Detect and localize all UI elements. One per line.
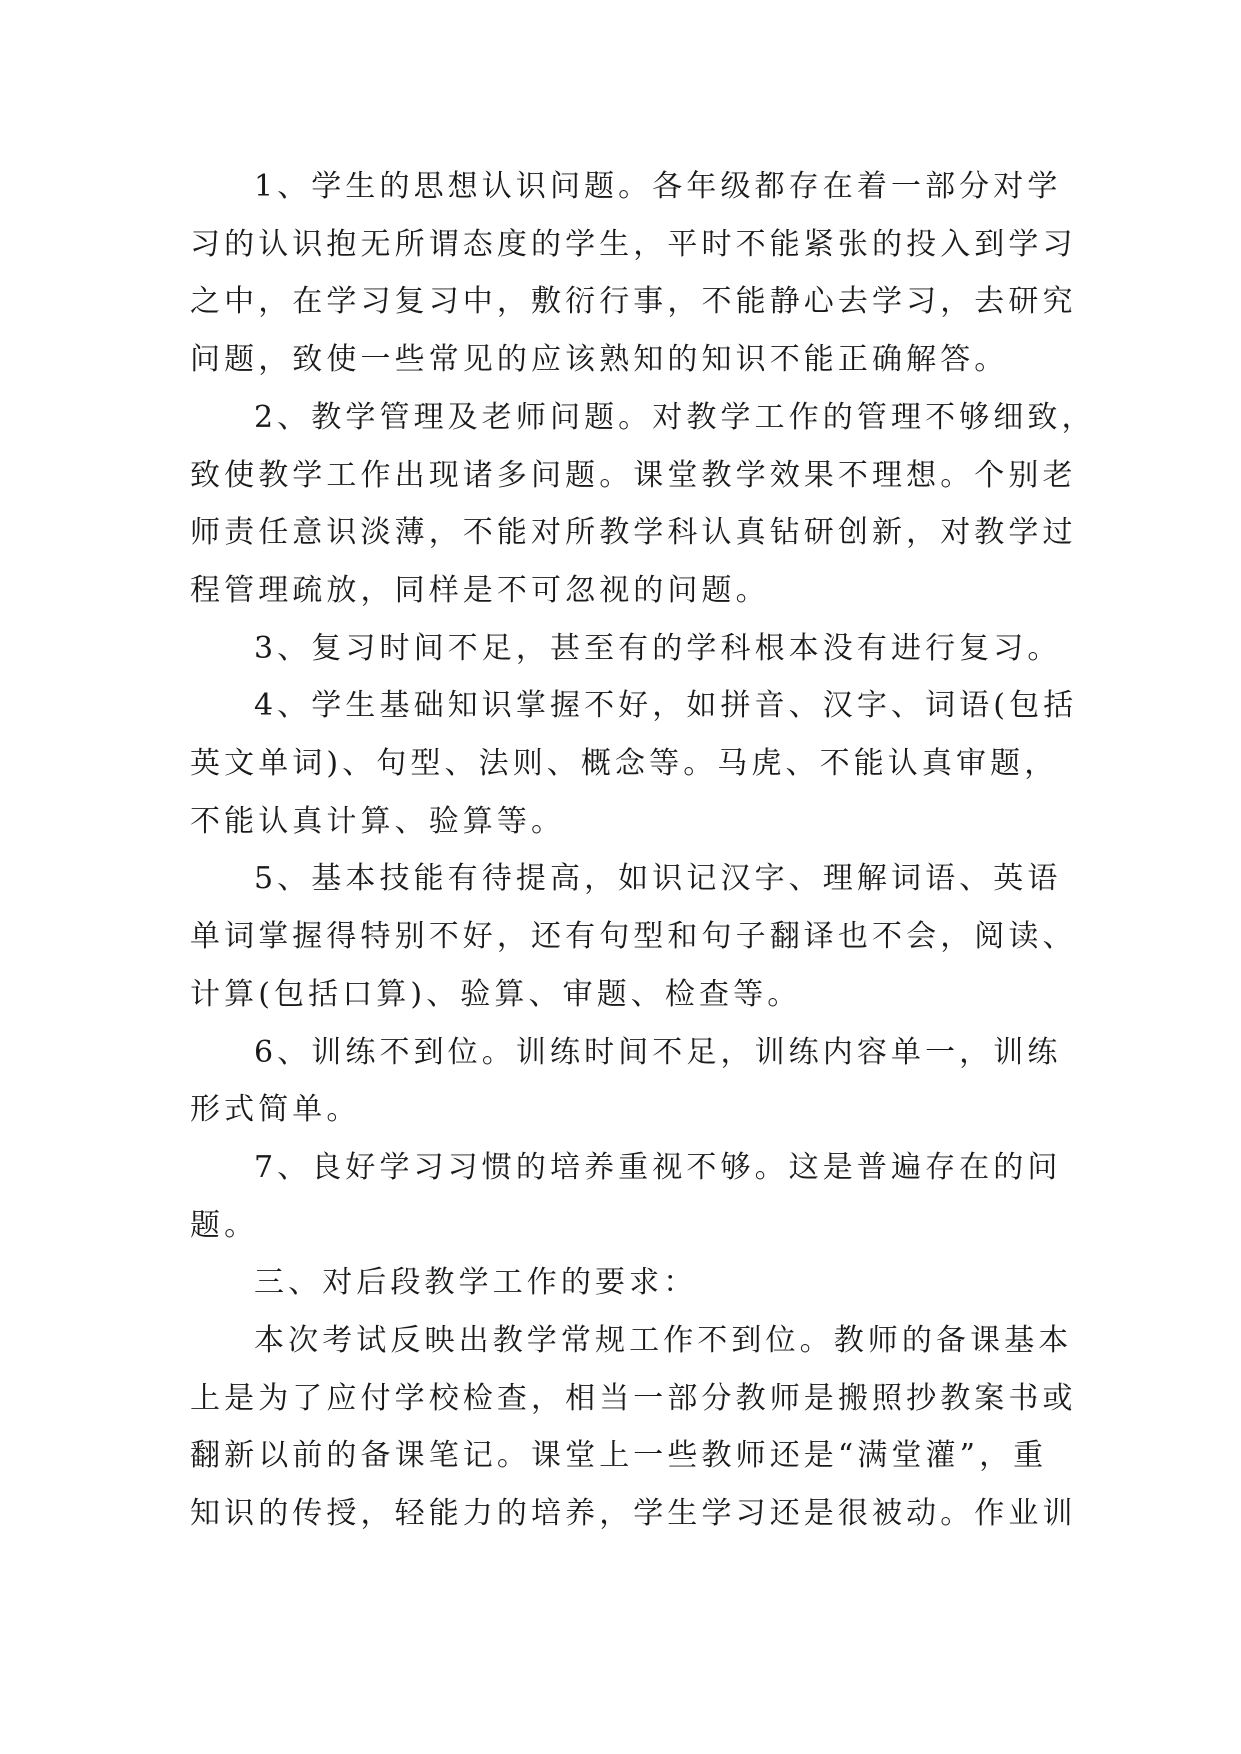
- text-line: 之中，在学习复习中，敷衍行事，不能静心去学习，去研究: [190, 284, 1077, 320]
- document-body: [190, 158, 1096, 1543]
- text-line: 知识的传授，轻能力的培养，学生学习还是很被动。作业训: [190, 1496, 1077, 1532]
- text-line: 致使教学工作出现诸多问题。课堂教学效果不理想。个别老: [190, 457, 1077, 493]
- text-line: 6、训练不到位。训练时间不足，训练内容单一，训练: [254, 1034, 1062, 1070]
- text-line: 7、良好学习习惯的培养重视不够。这是普遍存在的问: [254, 1149, 1062, 1185]
- text-line: 4、学生基础知识掌握不好，如拼音、汉字、词语(包括: [254, 688, 1078, 724]
- text-line: 题。: [190, 1207, 259, 1243]
- text-line: 3、复习时间不足，甚至有的学科根本没有进行复习。: [254, 630, 1062, 666]
- paragraph-8: [190, 1312, 1077, 1543]
- paragraph-3: [190, 620, 1062, 678]
- text-line: 英文单词)、句型、法则、概念等。马虎、不能认真审题，: [190, 746, 1059, 782]
- text-line: 2、教学管理及老师问题。对教学工作的管理不够细致，: [254, 399, 1096, 435]
- text-line: 翻新以前的备课笔记。课堂上一些教师还是“满堂灌”，重: [190, 1438, 1048, 1474]
- text-line: 1、学生的思想认识问题。各年级都存在着一部分对学: [254, 169, 1062, 204]
- text-line: 问题，致使一些常见的应该熟知的知识不能正确解答。: [190, 342, 1009, 378]
- text-line: 师责任意识淡薄，不能对所教学科认真钻研创新，对教学过: [190, 515, 1077, 551]
- text-line: 5、基本技能有待提高，如识记汉字、理解词语、英语: [254, 861, 1062, 897]
- text-line: 本次考试反映出教学常规工作不到位。教师的备课基本: [254, 1323, 1073, 1359]
- paragraph-5: [190, 850, 1077, 1023]
- paragraph-4: [190, 677, 1078, 850]
- text-line: 三、对后段教学工作的要求：: [254, 1265, 698, 1301]
- text-line: 不能认真计算、验算等。: [190, 803, 566, 839]
- text-line: 习的认识抱无所谓态度的学生，平时不能紧张的投入到学习: [190, 226, 1077, 262]
- paragraph-7: [190, 1139, 1062, 1254]
- text-line: 计算(包括口算)、验算、审题、检查等。: [190, 976, 802, 1012]
- text-line: 单词掌握得特别不好，还有句型和句子翻译也不会，阅读、: [190, 919, 1077, 955]
- paragraph-1: [190, 158, 1077, 389]
- text-line: 形式简单。: [190, 1092, 361, 1128]
- paragraph-2: [190, 389, 1096, 620]
- section-heading: [190, 1254, 1052, 1312]
- text-line: 上是为了应付学校检查，相当一部分教师是搬照抄教案书或: [190, 1380, 1077, 1416]
- paragraph-6: [190, 1024, 1062, 1139]
- text-line: 程管理疏放，同样是不可忽视的问题。: [190, 572, 770, 608]
